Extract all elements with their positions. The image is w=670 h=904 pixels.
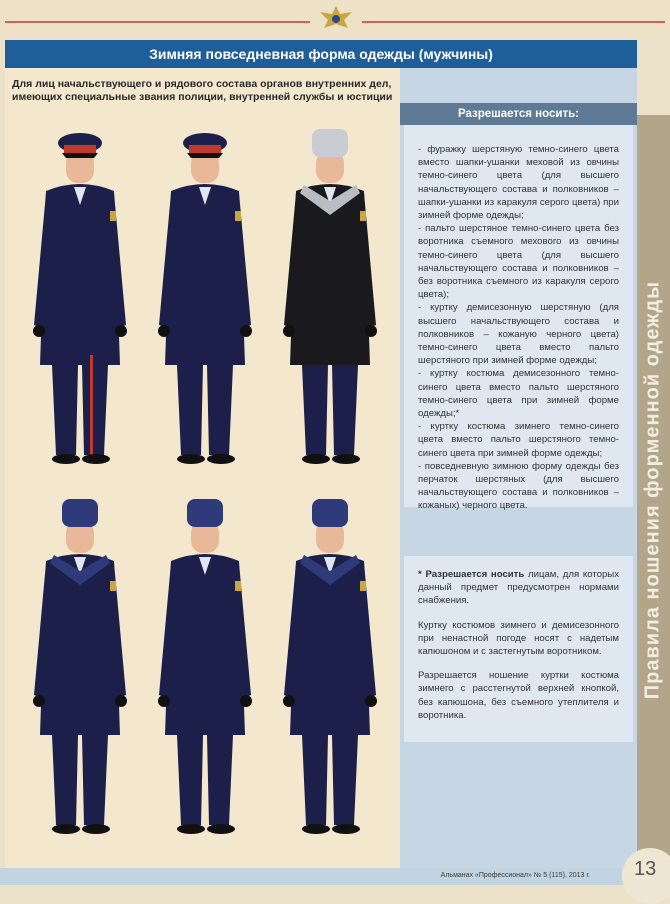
page-number: 13 <box>622 848 670 904</box>
publication-source: Альманах «Профессионал» № 5 (115), 2013 г. <box>440 872 590 879</box>
uniform-figure <box>20 495 140 855</box>
note: Куртку костюмов зимнего и демисезонного при ненастной погоде носят с надетым капюшоном и с застегнутым воротником. <box>418 619 619 658</box>
rules-list <box>404 125 633 512</box>
rules-items <box>418 143 619 513</box>
footnote-note <box>418 568 619 608</box>
section-title-vertical: Правила ношения форменной одежды <box>641 280 664 700</box>
rule-item: - пальто шерстяное темно-синего цвета без воротника съемного мехового из овчины темно-синего цвета (для высшего начальствующего состава и полковников – без воротника съемного из каракуля серого цвета); <box>418 223 619 301</box>
uniform-figure <box>270 495 390 855</box>
eagle-emblem-icon <box>318 4 354 36</box>
rule-item: - куртку демисезонную шерстяную (для высшего начальствующего состава и полковников – кожаную черного цвета) темно-синего цвета вместо пальто шерстяного при зимней форме одежды; <box>418 302 619 367</box>
rule-item: - куртку костюма зимнего темно-синего цвета вместо пальто шерстяного темно-синего цвета при зимней форме одежды; <box>418 421 619 459</box>
rules-heading: Разрешается носить: <box>400 103 637 125</box>
uniform-figure <box>20 125 140 485</box>
rule-item: - куртку костюма демисезонного темно-синего цвета вместо пальто шерстяного темно-синего цвета при зимней форме одежды;* <box>418 368 619 420</box>
note-bold: * Разрешается носить <box>418 569 525 580</box>
divider-line <box>5 21 310 23</box>
notes-box <box>404 556 633 742</box>
uniform-figure <box>145 495 265 855</box>
uniform-figure <box>270 125 390 485</box>
note: Разрешается ношение куртки костюма зимнего с расстегнутой верхней кнопкой, без капюшона, без съемного утеплителя и воротника. <box>418 670 619 721</box>
divider-line <box>362 21 665 23</box>
note-text: лицам, для которых данный предмет предусмотрен нормами снабжения. <box>418 569 619 607</box>
rule-item: - фуражку шерстяную темно-синего цвета вместо шапки-ушанки меховой из овчины темно-синего цвета (для высшего начальствующего состава и полковников – шапки-ушанки из каракуля серого цвета) при зимней форме одежды; <box>418 144 619 222</box>
page-title: Зимняя повседневная форма одежды (мужчины) <box>5 40 637 68</box>
rule-item: - повседневную зимнюю форму одежды без перчаток шерстяных (для высшего начальствующего состава и полковников – кожаных) черного цвета. <box>418 460 619 512</box>
subtitle: Для лиц начальствующего и рядового состава органов внутренних дел, имеющих специальные звания полиции, внутренней службы и юстиции <box>12 78 393 103</box>
uniform-figure <box>145 125 265 485</box>
